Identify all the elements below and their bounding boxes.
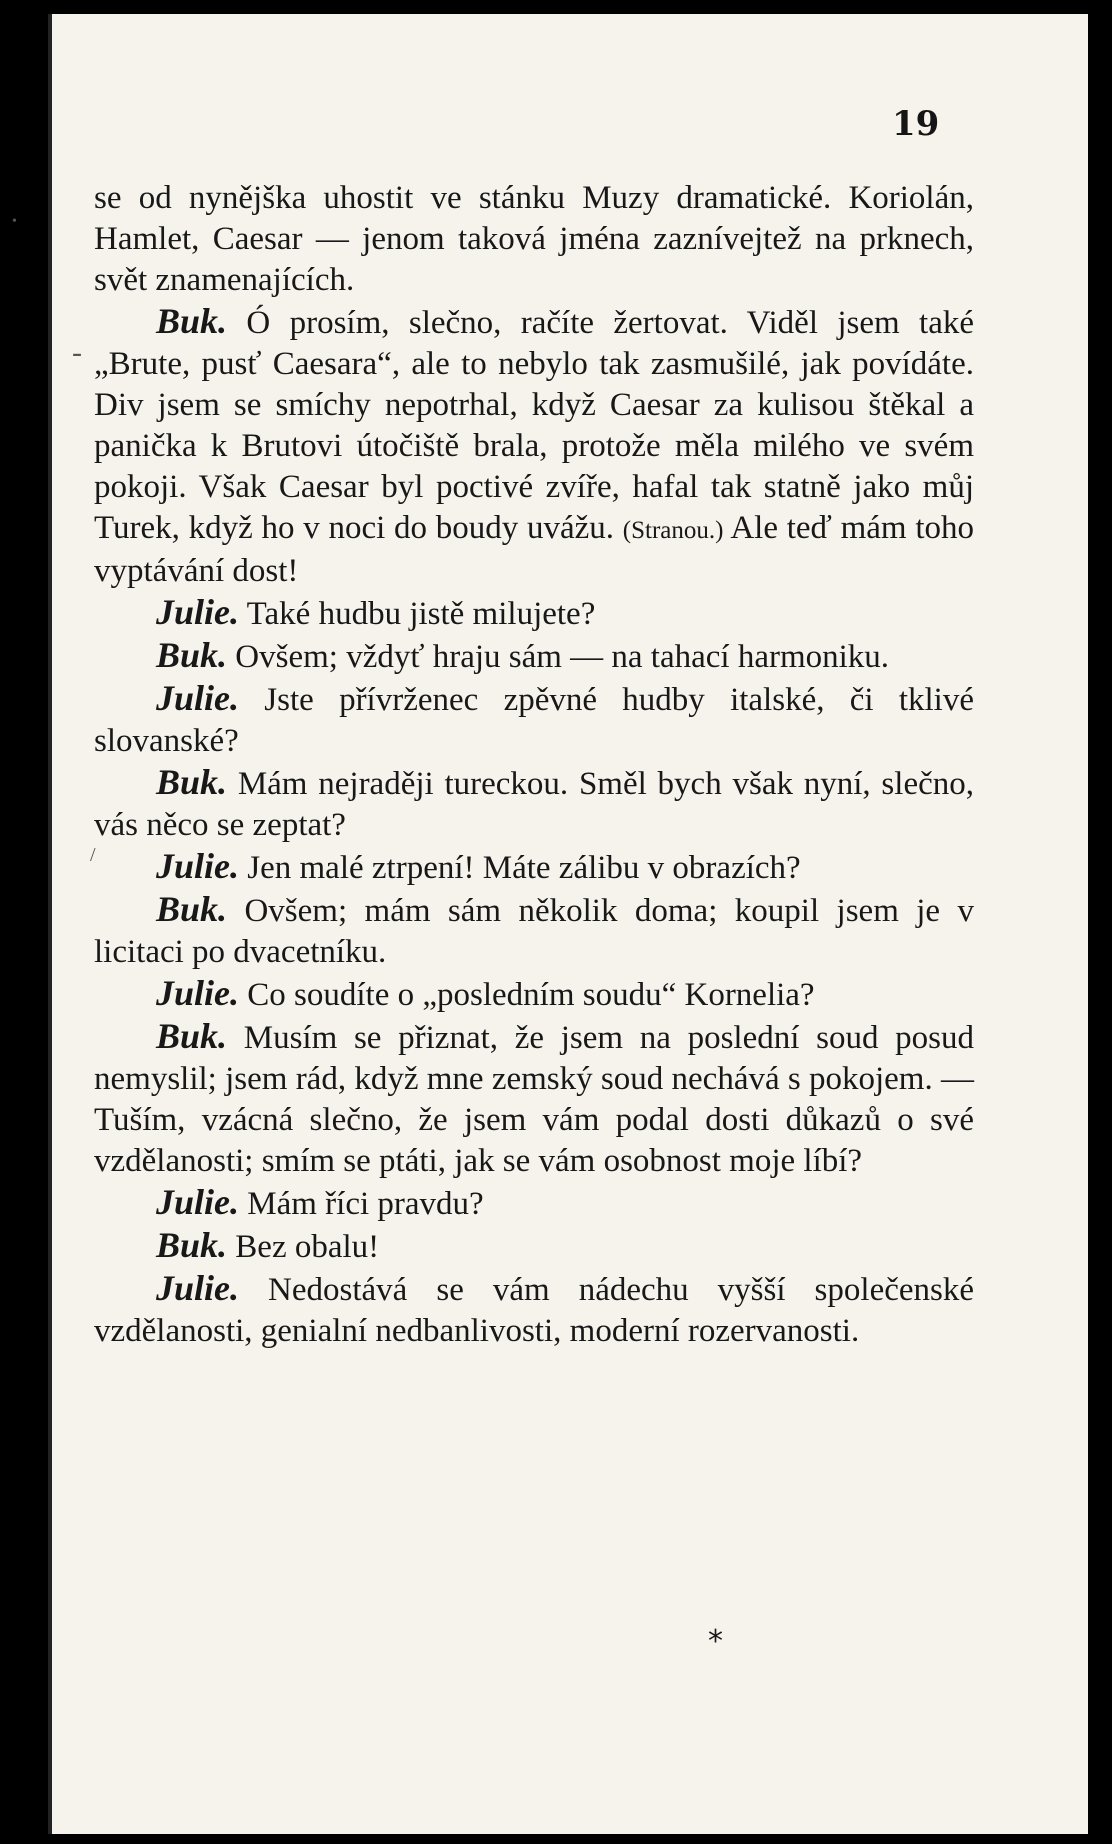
speaker-name: Buk. <box>156 635 228 675</box>
speech-text: se od nynějška uhostit ve stánku Muzy dramatické. Koriolán, Hamlet, Caesar — jenom taková jména zaznívejtež na prknech, svět znamenajících. <box>94 180 974 298</box>
dialogue-line <box>94 635 974 678</box>
speaker-name: Buk. <box>156 889 228 929</box>
speech-text: Mám říci pravdu? <box>239 1186 484 1222</box>
dialogue-line <box>94 1016 974 1182</box>
speech-text: Ovšem; vždyť hraju sám — na tahací harmoniku. <box>227 639 890 675</box>
speaker-name: Julie. <box>156 1182 240 1222</box>
dialogue-line <box>94 1182 974 1225</box>
speech-text: Jen malé ztrpení! Máte zálibu v obrazích? <box>239 850 801 886</box>
page-number: 19 <box>892 104 940 144</box>
speaker-name: Julie. <box>156 846 240 886</box>
book-page <box>12 14 1088 1834</box>
continuation-paragraph <box>94 178 974 301</box>
speech-text: Nedostává se vám nádechu vyšší společenské vzdělanosti, genialní nedbanlivosti, moderní rozervanosti. <box>94 1272 974 1349</box>
speaker-name: Julie. <box>156 592 240 632</box>
dialogue-line <box>94 301 974 592</box>
stage-direction: (Stranou.) <box>622 517 724 544</box>
section-separator: * <box>708 1624 723 1659</box>
speech-text: Jste přívrženec zpěvné hudby italské, či tklivé slovanské? <box>94 682 974 759</box>
dialogue-line <box>94 889 974 973</box>
speech-text: Mám nejraději tureckou. Směl bych však nyní, slečno, vás něco se zeptat? <box>94 766 974 843</box>
speech-text: Také hudbu jistě milujete? <box>239 596 596 632</box>
dialogue-line <box>94 678 974 762</box>
speech-text: Musím se přiznat, že jsem na poslední soud posud nemyslil; jsem rád, když mne zemský soud nechává s pokojem. — Tuším, vzácná slečno, že jsem vám podal dosti důkazů o své vzdělanosti; smím se ptáti, jak se vám osobnost moje líbí? <box>94 1020 974 1179</box>
speaker-name: Buk. <box>156 762 228 802</box>
margin-dot: • <box>12 214 17 229</box>
dialogue-line <box>94 846 974 889</box>
dialogue-line <box>94 1225 974 1268</box>
dialogue-text <box>94 178 974 1352</box>
speaker-name: Julie. <box>156 678 240 718</box>
dialogue-line <box>94 592 974 635</box>
dialogue-line <box>94 973 974 1016</box>
margin-tick: / <box>90 844 96 866</box>
margin-dash: - <box>72 336 82 369</box>
speaker-name: Buk. <box>156 1016 228 1056</box>
speaker-name: Buk. <box>156 1225 228 1265</box>
speaker-name: Julie. <box>156 1268 240 1308</box>
speech-text: Ó prosím, slečno, račíte žertovat. Viděl jsem také „Brute, pusť Caesara“, ale to nebylo tak zasmušilé, jak povídáte. Div jsem se smíchy nepotrhal, když Caesar za kulisou štěkal a panička k Brutovi útočiště brala, protože měla milého ve svém pokoji. Však Caesar byl poctivé zvíře, hafal tak statně jako můj Turek, když ho v noci do boudy uvážu. <box>94 305 974 546</box>
dialogue-line <box>94 1268 974 1352</box>
speech-text: Ale teď mám toho vyptávání dost! <box>94 510 974 589</box>
speaker-name: Buk. <box>156 301 228 341</box>
dialogue-line <box>94 762 974 846</box>
speech-text: Co soudíte o „posledním soudu“ Kornelia? <box>239 977 815 1013</box>
speaker-name: Julie. <box>156 973 240 1013</box>
speech-text: Bez obalu! <box>227 1229 380 1265</box>
speech-text: Ovšem; mám sám několik doma; koupil jsem je v licitaci po dvacetníku. <box>94 893 974 970</box>
